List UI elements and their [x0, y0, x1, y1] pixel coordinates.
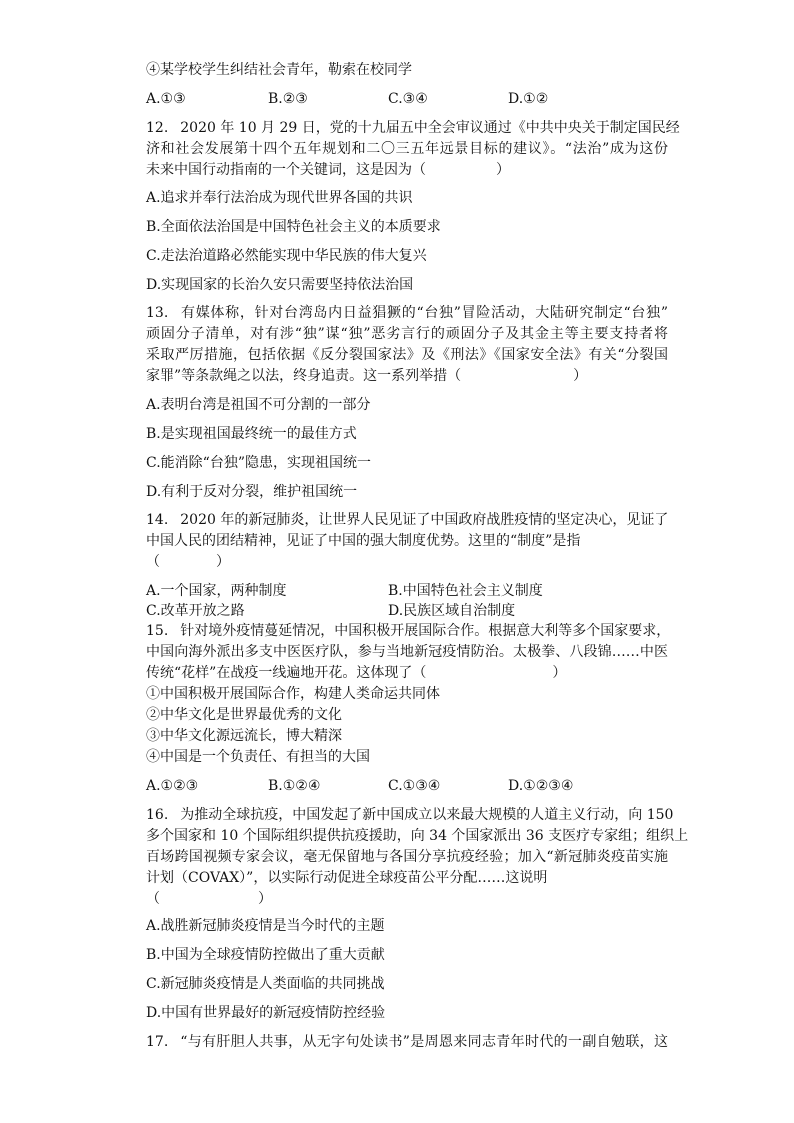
option-b: B.全面依法治国是中国特色社会主义的本质要求	[146, 219, 441, 235]
option-d: D.①②③④	[508, 778, 574, 794]
statement-2: ②中华文化是世界最优秀的文化	[146, 707, 342, 723]
option-b: B.②③	[268, 91, 308, 107]
question-stem-text: 为推动全球抗疫，中国发起了新中国成立以来最大规模的人道主义行动，向 150	[180, 807, 674, 823]
options-row	[146, 581, 668, 601]
question-15-stem	[146, 621, 671, 768]
question-number: 17.	[146, 1034, 169, 1050]
option-d: D.民族区域自治制度	[388, 603, 516, 619]
question-stem-line	[146, 118, 680, 139]
question-15-options	[146, 776, 668, 797]
statement-3: ③中华文化源远流长，博大精深	[146, 728, 342, 744]
question-stem-line: 未来中国行动指南的一个关键词，这是因为（ ）	[146, 162, 510, 178]
options-row	[146, 601, 668, 621]
question-stem-line: 顽固分子清单，对有涉“独”谋“独”恶劣言行的顽固分子及其金主等主要支持者将	[146, 326, 668, 342]
option-a: A.①③	[146, 91, 186, 107]
question-stem-line: 济和社会发展第十四个五年规划和二〇三五年远景目标的建议》。“法治”成为这份	[146, 141, 668, 157]
question-11-statement-4: ④某学校学生纠结社会青年，勒索在校同学	[146, 62, 412, 78]
question-stem-line: 家罪”等条款绳之以法，终身追责。这一系列举措（ ）	[146, 368, 588, 384]
question-stem-line: 中国人民的团结精神，见证了中国的强大制度优势。这里的“制度”是指	[146, 533, 581, 549]
question-14-stem	[146, 510, 668, 573]
option-b: B.中国为全球疫情防控做出了重大贡献	[146, 947, 385, 963]
question-11-statement-block	[146, 60, 668, 81]
answer-bracket: （ ）	[146, 891, 272, 907]
question-stem-text: 2020 年的新冠肺炎，让世界人民见证了中国政府战胜疫情的坚定决心，见证了	[180, 512, 669, 528]
question-13-stem	[146, 303, 668, 387]
option-c: C.走法治道路必然能实现中华民族的伟大复兴	[146, 248, 427, 264]
option-c: C.①③④	[388, 778, 441, 794]
options-row	[146, 89, 668, 110]
option-c: C.新冠肺炎疫情是人类面临的共同挑战	[146, 976, 385, 992]
option-a: A.表明台湾是祖国不可分割的一部分	[146, 397, 371, 413]
question-11-options	[146, 89, 668, 110]
options-row	[146, 776, 668, 797]
question-stem-line	[146, 510, 668, 531]
option-c: C.能消除“台独”隐患，实现祖国统一	[146, 455, 371, 471]
option-a: A.追求并奉行法治成为现代世界各国的共识	[146, 190, 413, 206]
question-number: 13.	[146, 305, 169, 321]
question-16-options	[146, 912, 668, 1028]
question-12-stem	[146, 118, 680, 181]
option-b: B.中国特色社会主义制度	[388, 583, 543, 599]
option-d: D.实现国家的长治久安只需要坚持依法治国	[146, 277, 414, 293]
question-stem-text: 2020 年 10 月 29 日，党的十九届五中全会审议通过《中共中央关于制定国民经	[180, 120, 680, 136]
option-a: A.一个国家，两种制度	[146, 583, 287, 599]
question-16-stem	[146, 805, 689, 910]
question-number: 15.	[146, 623, 169, 639]
question-stem-line: 计划（COVAX）”，以实际行动促进全球疫苗公平分配……这说明	[146, 870, 548, 886]
question-number: 16.	[146, 807, 169, 823]
question-17-stem	[146, 1032, 668, 1053]
option-b: B.①②④	[268, 778, 321, 794]
option-a: A.①②③	[146, 778, 199, 794]
option-d: D.中国有世界最好的新冠疫情防控经验	[146, 1005, 386, 1021]
question-stem-line	[146, 1032, 668, 1053]
option-a: A.战胜新冠肺炎疫情是当今时代的主题	[146, 918, 385, 934]
question-13-options	[146, 391, 668, 507]
option-d: D.①②	[508, 91, 549, 107]
option-b: B.是实现祖国最终统一的最佳方式	[146, 426, 357, 442]
question-stem-text: 有媒体称，针对台湾岛内日益猖獗的“台独”冒险活动，大陆研究制定“台独”	[180, 305, 668, 321]
question-stem-line: 采取严厉措施，包括依据《反分裂国家法》及《刑法》《国家安全法》有关“分裂国	[146, 347, 668, 363]
option-c: C.③④	[388, 91, 428, 107]
statement-4: ④中国是一个负责任、有担当的大国	[146, 749, 370, 765]
option-c: C.改革开放之路	[146, 603, 245, 619]
question-14-options	[146, 581, 668, 621]
answer-bracket: （ ）	[146, 554, 230, 570]
question-12-options	[146, 184, 668, 300]
question-stem-line	[146, 805, 674, 826]
option-d: D.有利于反对分裂，维护祖国统一	[146, 484, 358, 500]
question-stem-line: 多个国家和 10 个国际组织提供抗疫援助，向 34 个国家派出 36 支医疗专家组；组织上	[146, 828, 689, 844]
question-number: 14.	[146, 512, 169, 528]
question-stem-text: “与有肝胆人共事，从无字句处读书”是周恩来同志青年时代的一副自勉联，这	[180, 1034, 668, 1050]
question-stem-line: 百场跨国视频专家会议，毫无保留地与各国分享抗疫经验；加入“新冠肺炎疫苗实施	[146, 849, 668, 865]
question-stem-line: 传统“花样”在战疫一线遍地开花。这体现了（ ）	[146, 665, 567, 681]
question-stem-line: 中国向海外派出多支中医医疗队，参与当地新冠疫情防治。太极拳、八段锦……中医	[146, 644, 668, 660]
question-stem-line	[146, 621, 671, 642]
question-stem-line	[146, 303, 668, 324]
question-number: 12.	[146, 120, 169, 136]
question-stem-text: 针对境外疫情蔓延情况，中国积极开展国际合作。根据意大利等多个国家要求，	[180, 623, 671, 639]
statement-1: ①中国积极开展国际合作，构建人类命运共同体	[146, 686, 440, 702]
